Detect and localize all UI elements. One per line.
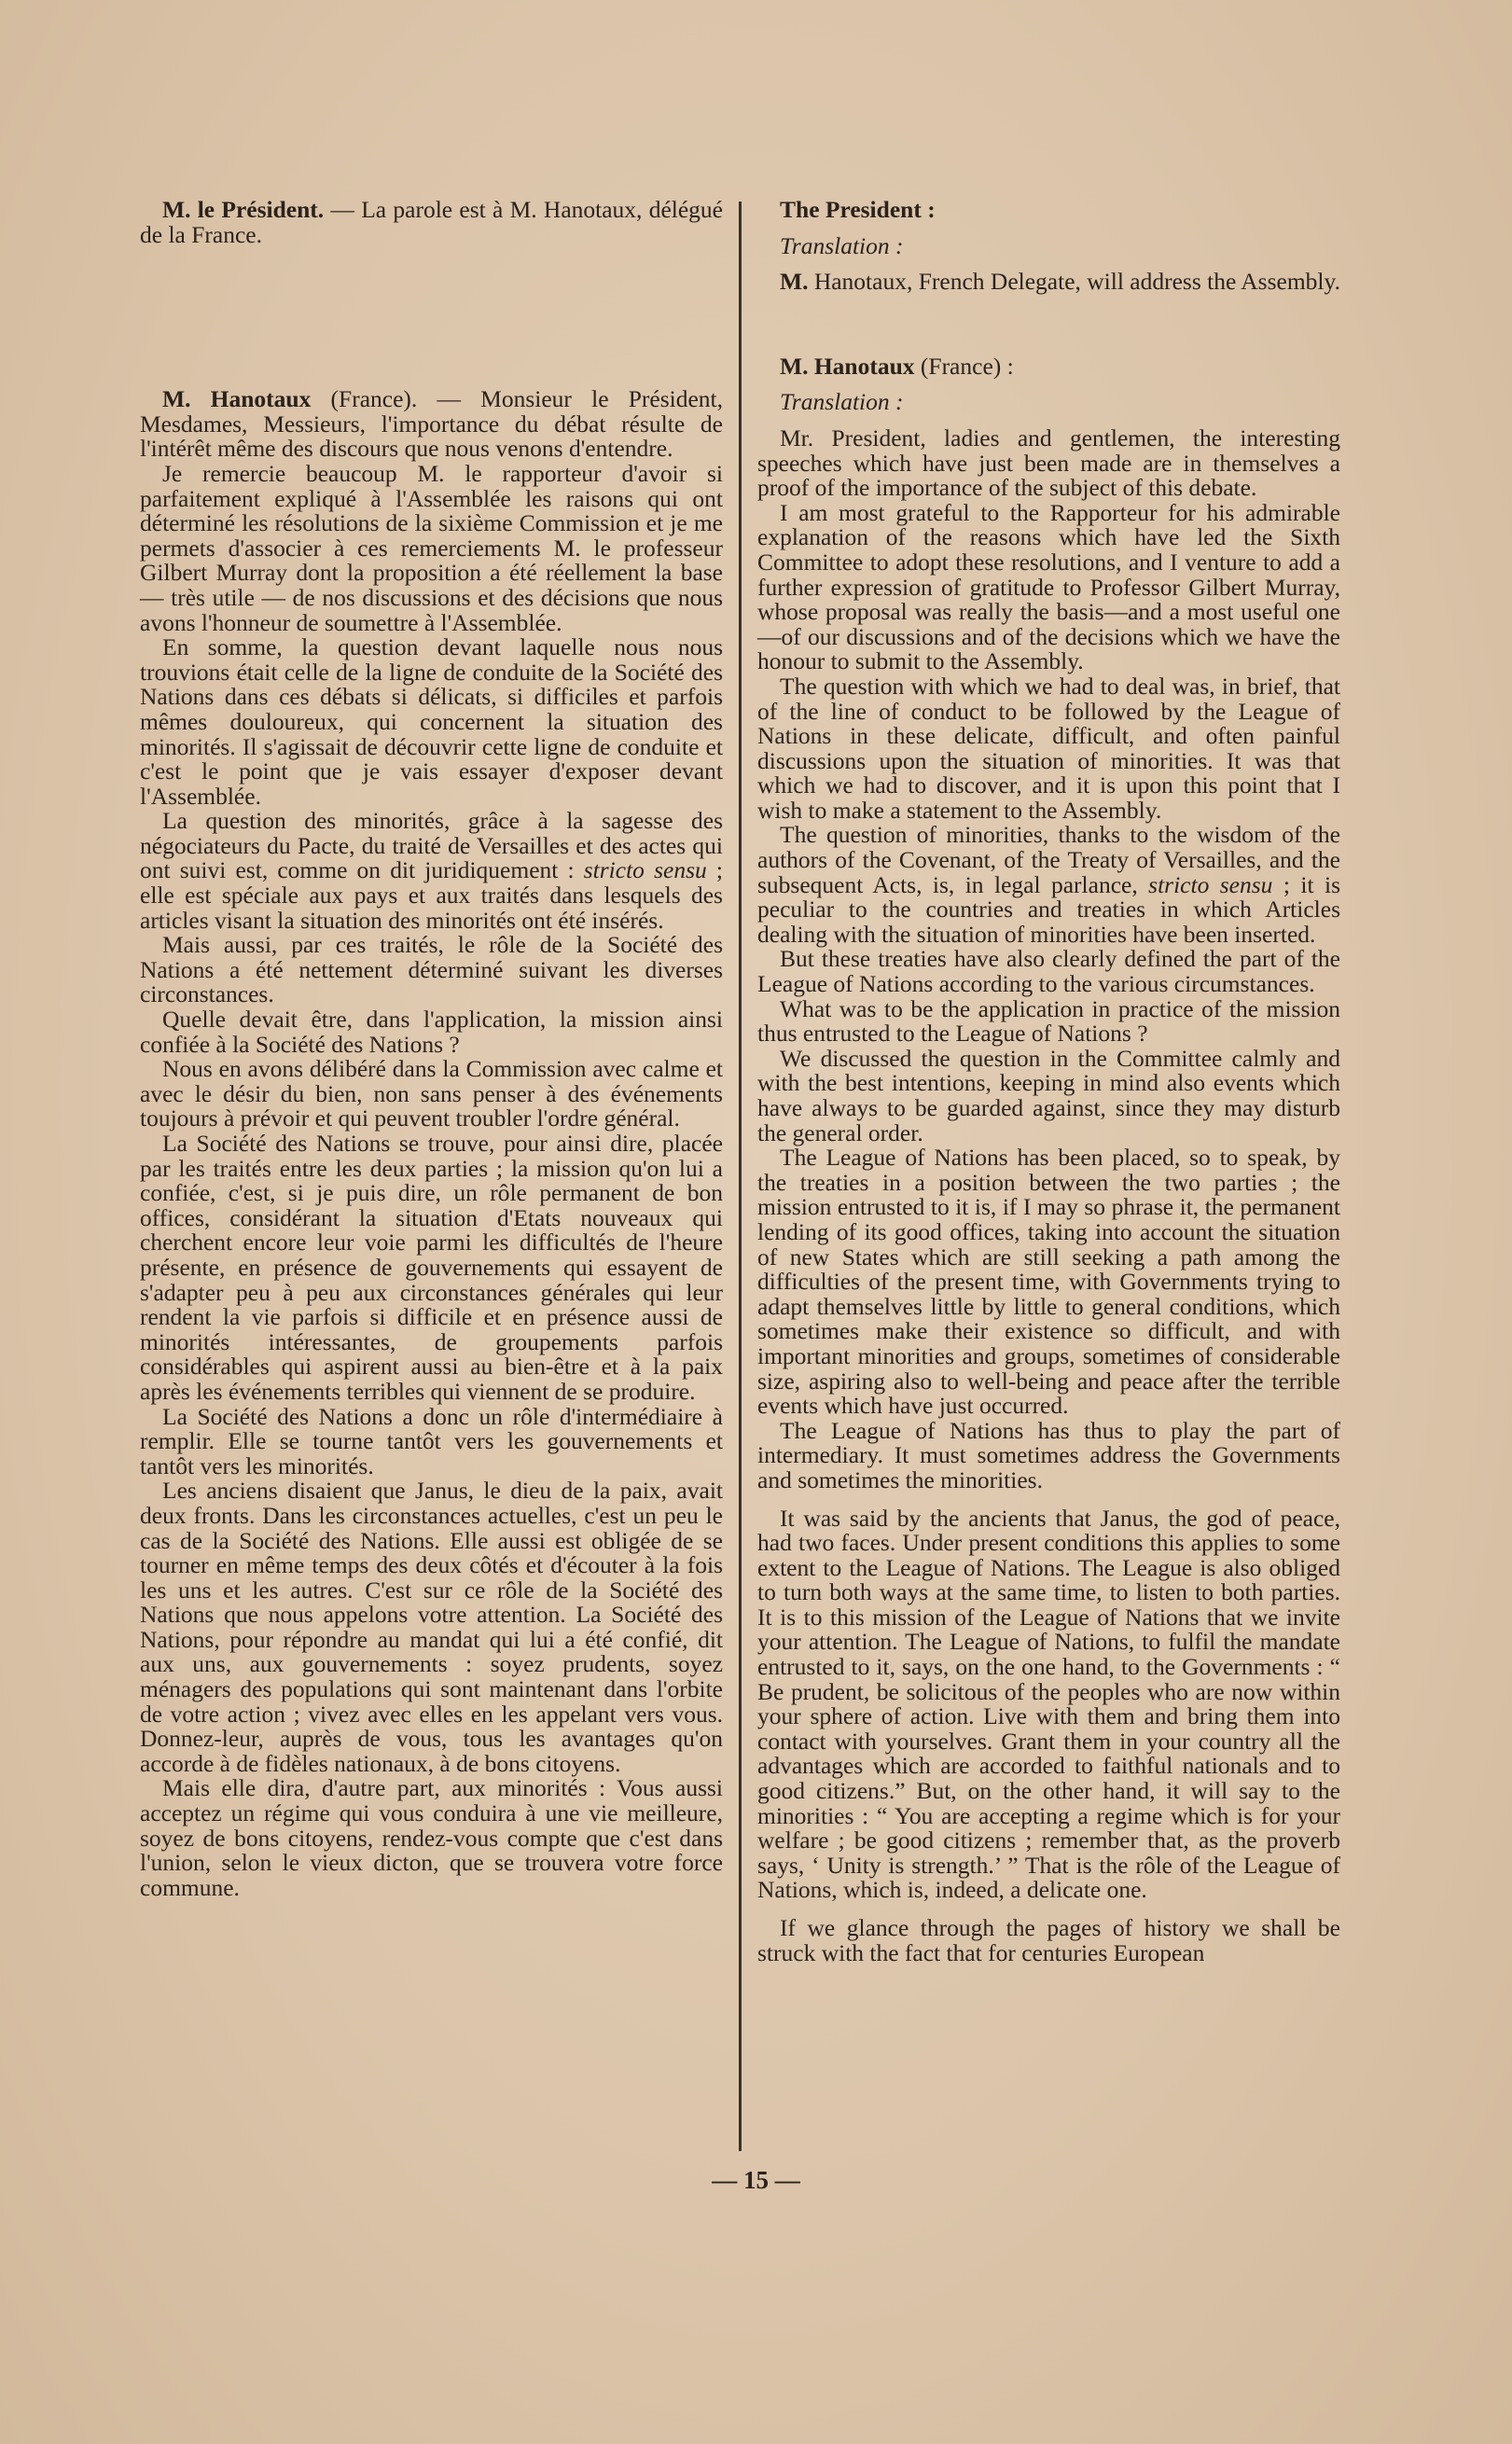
english-paragraph-7: The League of Nations has been placed, so to speak, by the treaties in a position between the two parties ; the mission entrusted to it is, if I may so phrase it, the permanent lending of its good offices, taking into account the situation of new States which are still seeking a path among the difficulties of the present time, with Governments trying to adapt themselves little by little to general conditions, which sometimes make their existence so difficult, and with important minorities and groups, sometimes of considerable size, aspiring also to well-being and peace after the terrible events which have just occurred. (757, 1144, 1340, 1420)
english-president-translation-text: Hanotaux, French Delegate, will address the Assembly. (808, 268, 1340, 296)
english-paragraph-2: The question with which we had to deal was, in brief, that of the line of conduct to be followed by the League of Nations in these delicate, difficult, and often painful discussions upon the situation of minorities. It was that which we had to discover, and it is upon this point that I wish to make a statement to the Assembly. (757, 672, 1340, 824)
french-paragraph-9: Les anciens disaient que Janus, le dieu de la paix, avait deux fronts. Dans les circonstances actuelles, c'est un peu le cas de la Société des Nations. Elle aussi est obligée de se tourner en même temps des deux côtés et d'écouter à la fois les uns et les autres. C'est sur ce rôle de la Société des Nations que nous appelons votre attention. La Société des Nations, pour répondre au mandat qui lui a été confié, dit aux uns, aux gouvernements : soyez prudents, soyez ménagers des populations qui sont maintenant dans l'orbite de votre action ; vivez avec elles en les appelant vers vous. Donnez-leur, auprès de vous, tous les avantages qu'on accorde à de fidèles nationaux, à de bons citoyens. (140, 1477, 723, 1777)
english-translation-label: Translation : (780, 231, 904, 259)
english-president-speaker: The President : (780, 196, 936, 223)
english-hanotaux-country: (France) : (914, 352, 1014, 380)
english-paragraph-0: Mr. President, ladies and gentlemen, the interesting speeches which have just been made are in themselves a proof of the importance of the subject of this debate. (757, 424, 1340, 502)
french-hanotaux-intro (140, 387, 723, 462)
english-translation-label-2: Translation : (780, 388, 904, 416)
french-paragraph-1: Je remercie beaucoup M. le rapporteur d'avoir si parfaitement expliqué à l'Assemblée les raisons qui ont déterminé les résolutions de la sixième Commission et je me permets d'associer à ces remerciements M. le professeur Gilbert Murray dont la proposition a été réellement la base — très utile — de nos discussions et des décisions que nous avons l'honneur de soumettre à l'Assemblée. (140, 459, 723, 636)
french-paragraph-6: Nous en avons délibéré dans la Commission avec calme et avec le désir du bien, non sans penser à des événements toujours à prévoir et qui peuvent troubler l'ordre général. (140, 1055, 723, 1132)
english-paragraph-8: The League of Nations has thus to play the part of intermediary. It must sometimes address the Governments and sometimes the minorities. (757, 1416, 1340, 1493)
french-paragraph-4: Mais aussi, par ces traités, le rôle de la Société des Nations a été nettement déterminé suivant les diverses circonstances. (140, 931, 723, 1008)
french-paragraph-3: La question des minorités, grâce à la sagesse des négociateurs du Pacte, du traité de Versailles et des actes qui ont suivi est, comme on dit juridiquement : stricto sensu ; elle est spéciale aux pays et aux traités dans lesquels des articles visant la situation des minorités ont été insérés. (140, 807, 723, 934)
english-column (757, 198, 1340, 1965)
latin-phrase: stricto sensu (583, 856, 707, 884)
french-president-text: — La parole est à M. Hanotaux, délégué de la France. (140, 196, 723, 248)
french-paragraph-0: — Monsieur le Président, Mesdames, Messieurs, l'importance du débat résulte de l'intérêt même des discours que nous venons d'entendre. (140, 385, 723, 463)
english-paragraph-3: The question of minorities, thanks to the wisdom of the authors of the Covenant, of the Treaty of Versailles, and the subsequent Acts, is, in legal parlance, stricto sensu ; it is peculiar to the countries and treaties in which Articles dealing with the situation of minorities have been inserted. (757, 821, 1341, 948)
english-hanotaux-speaker: M. Hanotaux (780, 352, 915, 380)
french-hanotaux-country: (France). (311, 385, 418, 413)
french-paragraph-7: La Société des Nations se trouve, pour ainsi dire, placée par les traités entre les deux parties ; la mission qu'on lui a confiée, c'est, si je puis dire, un rôle permanent de bon offices, considérant la situation d'Etats nouveaux qui cherchent encore leur voie parmi les difficultés de l'heure présente, en présence de gouvernements qui essayent de s'adapter peu à peu aux circonstances générales qui leur rendent la vie parfois si difficile et en présence aussi de minorités intéressantes, de groupements parfois considérables qui aspirent aussi au bien-être et à la paix après les événements terribles qui viennent de se produire. (140, 1130, 723, 1405)
english-paragraph-6: We discussed the question in the Committee calmly and with the best intentions, keeping in mind also events which have always to be guarded against, since they may disturb the general order. (757, 1044, 1340, 1146)
english-president-translation: M. Hanotaux, French Delegate, will address the Assembly. (780, 268, 1340, 296)
english-paragraph-5: What was to be the application in practice of the mission thus entrusted to the League of Nations ? (757, 994, 1340, 1048)
french-column (140, 198, 723, 1900)
french-president-paragraph (140, 198, 723, 247)
latin-phrase: stricto sensu (1148, 870, 1273, 898)
french-hanotaux-speaker: M. Hanotaux (162, 385, 312, 413)
french-paragraph-2: En somme, la question devant laquelle nous nous trouvions était celle de la ligne de conduite de la Société des Nations dans ces débats si délicats, si difficiles et parfois mêmes douloureux, qui concernent la situation des minorités. Il s'agissait de découvrir cette ligne de conduite et c'est le point que je vais essayer d'exposer devant l'Assemblée. (140, 633, 723, 810)
french-paragraph-10: Mais elle dira, d'autre part, aux minorités : Vous aussi acceptez un régime qui vous conduira à une vie meilleure, soyez de bons citoyens, rendez-vous compte que c'est dans l'union, selon le vieux dicton, que se trouvera votre force commune. (140, 1774, 723, 1901)
french-paragraph-5: Quelle devait être, dans l'application, la mission ainsi confiée à la Société des Nations ? (140, 1006, 723, 1058)
column-divider (739, 201, 742, 2151)
page-number: — 15 — (712, 2166, 800, 2194)
french-paragraph-8: La Société des Nations a donc un rôle d'intermédiaire à remplir. Elle se tourne tantôt vers les gouvernements et tantôt vers les minorités. (140, 1402, 723, 1479)
english-paragraph-9: It was said by the ancients that Janus, the god of peace, had two faces. Under present conditions this applies to some extent to the League of Nations. The League is also obliged to turn both ways at the same time, to listen to both parties. It is to this mission of the League of Nations that we invite your attention. The League of Nations, to fulfil the mandate entrusted to it, says, on the one hand, to the Governments : “ Be prudent, be solicitous of the peoples who are now within your sphere of action. Live with them and bring them into contact with yourselves. Grant them in your country all the advantages which are accorded to faithful nationals and to good citizens.” But, on the other hand, it will say to the minorities : “ You are accepting a regime which is for your welfare ; be good citizens ; remember that, as the proverb says, ‘ Unity is strength.’ ” That is the rôle of the League of Nations, which is, indeed, a delicate one. (757, 1504, 1340, 1904)
english-paragraph-4: But these treaties have also clearly defined the part of the League of Nations according to the various circumstances. (757, 945, 1340, 998)
english-paragraph-10: If we glance through the pages of history we shall be struck with the fact that for centuries European (757, 1914, 1340, 1966)
english-paragraph-1: I am most grateful to the Rapporteur for his admirable explanation of the reasons which have led the Sixth Committee to adopt these resolutions, and I venture to add a further expression of gratitude to Professor Gilbert Murray, whose proposal was really the basis—and a most useful one—of our discussions and of the decisions which we have the honour to submit to the Assembly. (757, 498, 1340, 675)
french-president-speaker: M. le Président. (162, 196, 325, 223)
english-hanotaux-header (780, 354, 1340, 380)
